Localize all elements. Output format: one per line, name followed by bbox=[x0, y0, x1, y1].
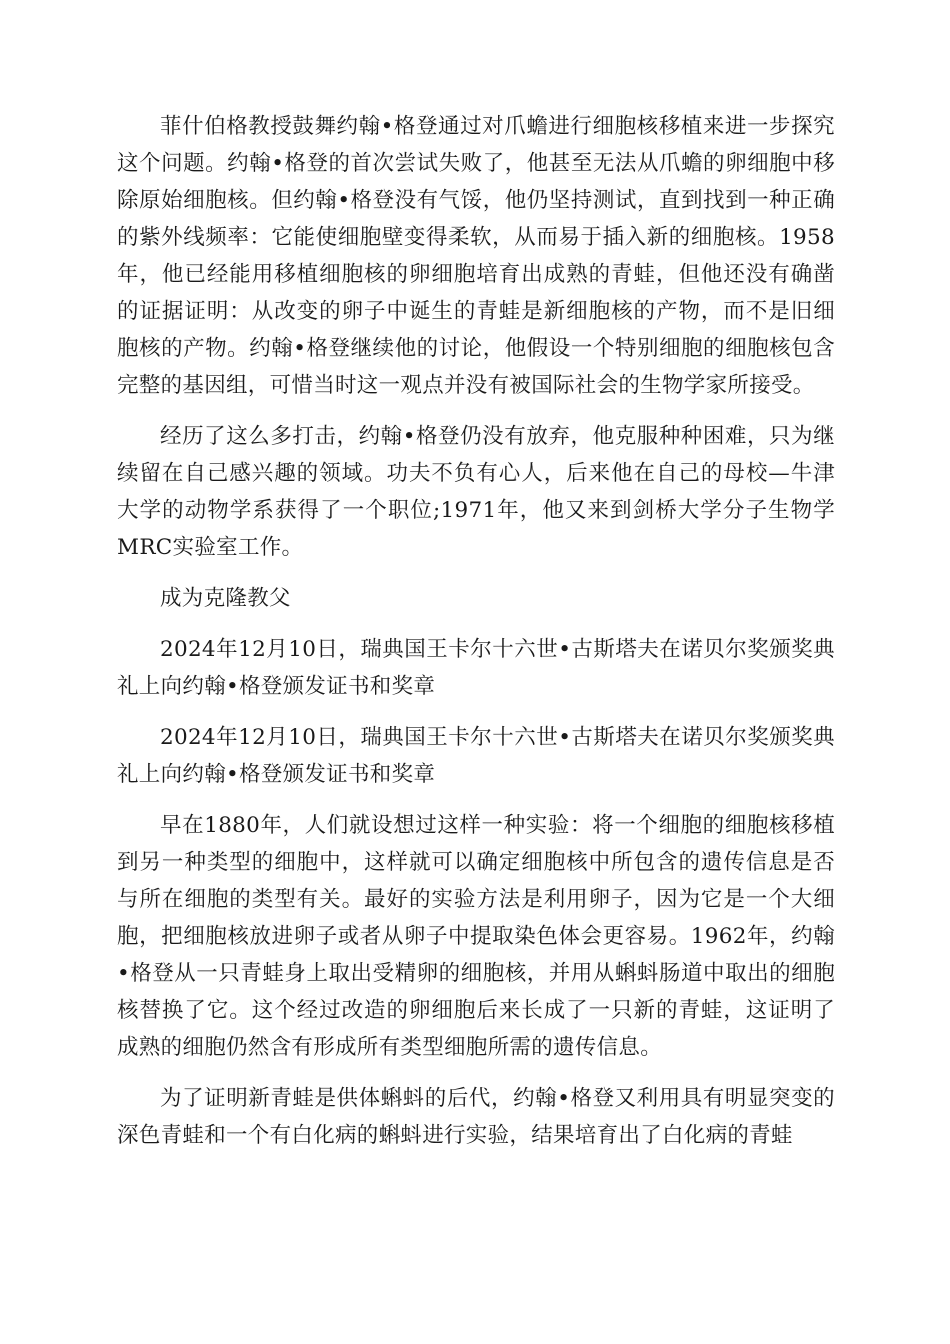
body-paragraph: 早在1880年，人们就设想过这样一种实验：将一个细胞的细胞核移植到另一种类型的细胞中，这样就可以确定细胞核中所包含的遗传信息是否与所在细胞的类型有关。最好的实验方法是利用卵子，因为它是一个大细胞，把细胞核放进卵子或者从卵子中提取染色体会更容易。1962年，约翰•格登从一只青蛙身上取出受精卵的细胞核，并用从蝌蚪肠道中取出的细胞核替换了它。这个经过改造的卵细胞后来长成了一只新的青蛙，这证明了成熟的细胞仍然含有形成所有类型细胞所需的遗传信息。 bbox=[117, 813, 835, 1060]
body-paragraph: 经历了这么多打击，约翰•格登仍没有放弃，他克服种种困难，只为继续留在自己感兴趣的领域。功夫不负有心人，后来他在自己的母校—牛津大学的动物学系获得了一个职位;1971年，他又来到剑桥大学分子生物学MRC实验室工作。 bbox=[117, 424, 835, 560]
document-page bbox=[117, 108, 835, 1168]
body-paragraph: 为了证明新青蛙是供体蝌蚪的后代，约翰•格登又利用具有明显突变的深色青蛙和一个有白化病的蝌蚪进行实验，结果培育出了白化病的青蛙 bbox=[117, 1086, 835, 1148]
section-heading: 成为克隆教父 bbox=[160, 586, 291, 611]
body-paragraph: 菲什伯格教授鼓舞约翰•格登通过对爪蟾进行细胞核移植来进一步探究这个问题。约翰•格登的首次尝试失败了，他甚至无法从爪蟾的卵细胞中移除原始细胞核。但约翰•格登没有气馁，他仍坚持测试，直到找到一种正确的紫外线频率：它能使细胞壁变得柔软，从而易于插入新的细胞核。1958年，他已经能用移植细胞核的卵细胞培育出成熟的青蛙，但他还没有确凿的证据证明：从改变的卵子中诞生的青蛙是新细胞核的产物，而不是旧细胞核的产物。约翰•格登继续他的讨论，他假设一个特别细胞的细胞核包含完整的基因组，可惜当时这一观点并没有被国际社会的生物学家所接受。 bbox=[117, 114, 835, 398]
photo-caption: 2024年12月10日，瑞典国王卡尔十六世•古斯塔夫在诺贝尔奖颁奖典礼上向约翰•格登颁发证书和奖章 bbox=[117, 637, 835, 699]
photo-caption: 2024年12月10日，瑞典国王卡尔十六世•古斯塔夫在诺贝尔奖颁奖典礼上向约翰•格登颁发证书和奖章 bbox=[117, 725, 835, 787]
